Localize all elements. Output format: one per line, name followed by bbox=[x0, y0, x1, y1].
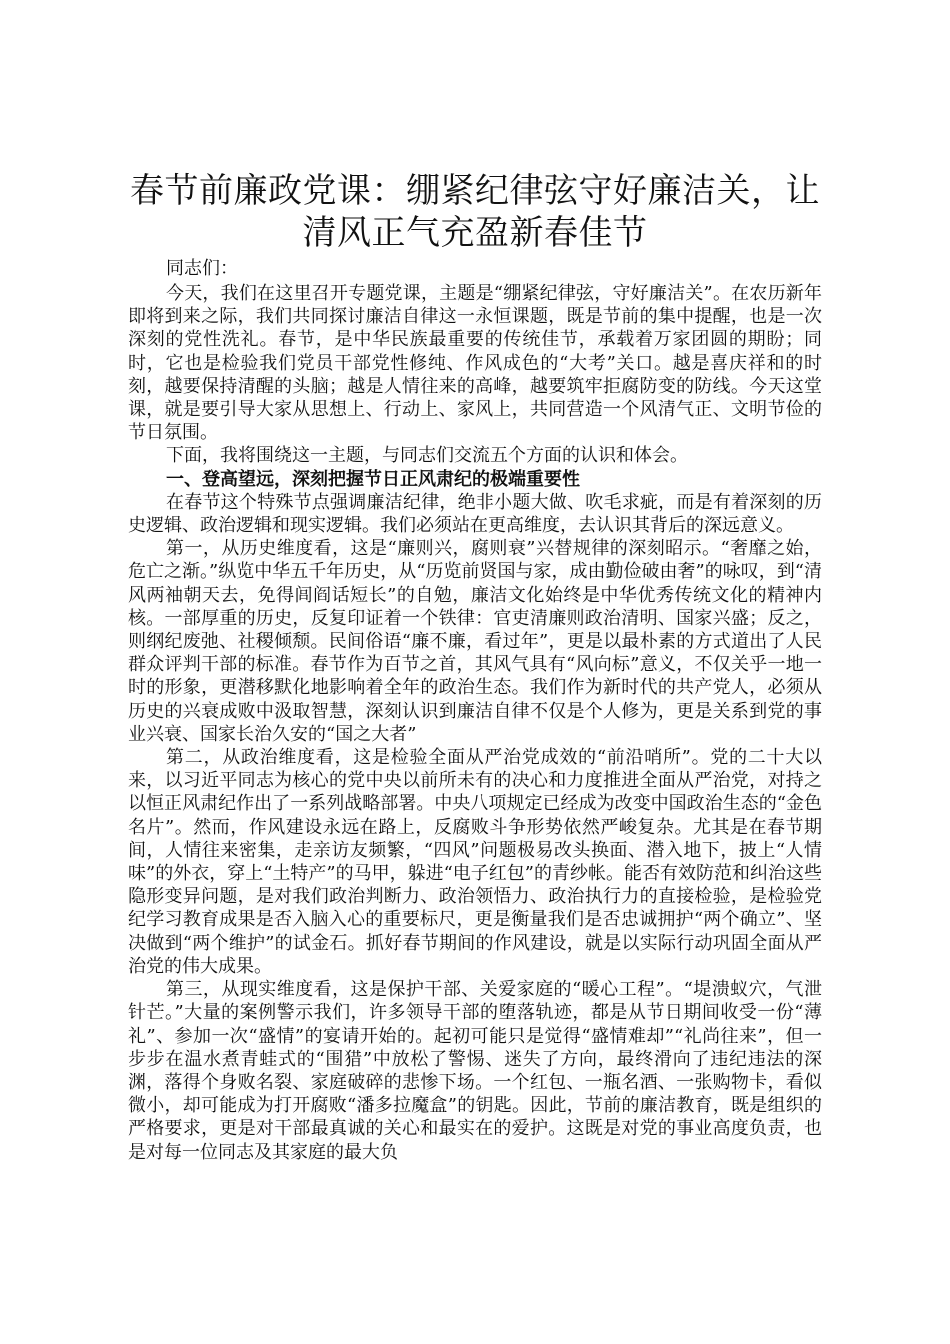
section-heading: 一、登高望远，深刻把握节日正风肃纪的极端重要性 bbox=[166, 468, 580, 490]
section-paragraph-2: 第一，从历史维度看，这是“廉则兴，腐则衰”兴替规律的深刻昭示。“奢靡之始，危亡之渐。”纵览中华五千年历史，从“历览前贤国与家，成由勤俭破由奢”的咏叹，到“清风两袖朝天去，免得闾阎话短长”的自勉，廉洁文化始终是中华优秀传统文化的精神内核。一部厚重的历史，反复印证着一个铁律：官吏清廉则政治清明、国家兴盛；反之，则纲纪废弛、社稷倾颓。民间俗语“廉不廉，看过年”，更是以最朴素的方式道出了人民群众评判干部的标准。春节作为百节之首，其风气具有“风向标”意义，不仅关乎一地一时的形象，更潜移默化地影响着全年的政治生态。我们作为新时代的共产党人，必须从历史的兴衰成败中汲取智慧，深刻认识到廉洁自律不仅是个人修为，更是关系到党的事业兴衰、国家长治久安的“国之大者” bbox=[128, 538, 822, 745]
section-paragraph-4: 第三，从现实维度看，这是保护干部、关爱家庭的“暖心工程”。“堤溃蚁穴，气泄针芒。”大量的案例警示我们，许多领导干部的堕落轨迹，都是从节日期间收受一份“薄礼”、参加一次“盛情”的宴请开始的。起初可能只是觉得“盛情难却”“礼尚往来”，但一步步在温水煮青蛙式的“围猎”中放松了警惕、迷失了方向，最终滑向了违纪违法的深渊，落得个身败名裂、家庭破碎的悲惨下场。一个红包、一瓶名酒、一张购物卡，看似微小，却可能成为打开腐败“潘多拉魔盒”的钥匙。因此，节前的廉洁教育，既是组织的严格要求，更是对干部最真诚的关心和最实在的爱护。这既是对党的事业高度负责，也是对每一位同志及其家庭的最大负 bbox=[128, 979, 822, 1163]
document-page bbox=[128, 170, 822, 1164]
section-paragraph-3: 第二，从政治维度看，这是检验全面从严治党成效的“前沿哨所”。党的二十大以来，以习近平同志为核心的党中央以前所未有的决心和力度推进全面从严治党，对持之以恒正风肃纪作出了一系列战略部署。中央八项规定已经成为改变中国政治生态的“金色名片”。然而，作风建设永远在路上，反腐败斗争形势依然严峻复杂。尤其是在春节期间，人情往来密集，走亲访友频繁，“四风”问题极易改头换面、潜入地下，披上“人情味”的外衣，穿上“土特产”的马甲，躲进“电子红包”的青纱帐。能否有效防范和纠治这些隐形变异问题，是对我们政治判断力、政治领悟力、政治执行力的直接检验，是检验党纪学习教育成果是否入脑入心的重要标尺，更是衡量我们是否忠诚拥护“两个确立”、坚决做到“两个维护”的试金石。抓好春节期间的作风建设，就是以实际行动巩固全面从严治党的伟大成果。 bbox=[128, 747, 823, 977]
intro-paragraph-2: 下面，我将围绕这一主题，与同志们交流五个方面的认识和体会。 bbox=[166, 445, 688, 467]
document-title: 春节前廉政党课：绷紧纪律弦守好廉洁关，让清风正气充盈新春佳节 bbox=[130, 171, 820, 253]
section-paragraph-1: 在春节这个特殊节点强调廉洁纪律，绝非小题大做、吹毛求疵，而是有着深刻的历史逻辑、政治逻辑和现实逻辑。我们必须站在更高维度，去认识其背后的深远意义。 bbox=[128, 491, 822, 537]
intro-paragraph-1: 今天，我们在这里召开专题党课，主题是“绷紧纪律弦，守好廉洁关”。在农历新年即将到来之际，我们共同探讨廉洁自律这一永恒课题，既是节前的集中提醒，也是一次深刻的党性洗礼。春节，是中华民族最重要的传统佳节，承载着万家团圆的期盼；同时，它也是检验我们党员干部党性修纯、作风成色的“大考”关口。越是喜庆祥和的时刻，越要保持清醒的头脑；越是人情往来的高峰，越要筑牢拒腐防变的防线。今天这堂课，就是要引导大家从思想上、行动上、家风上，共同营造一个风清气正、文明节俭的节日氛围。 bbox=[128, 283, 822, 444]
greeting: 同志们： bbox=[166, 258, 238, 279]
